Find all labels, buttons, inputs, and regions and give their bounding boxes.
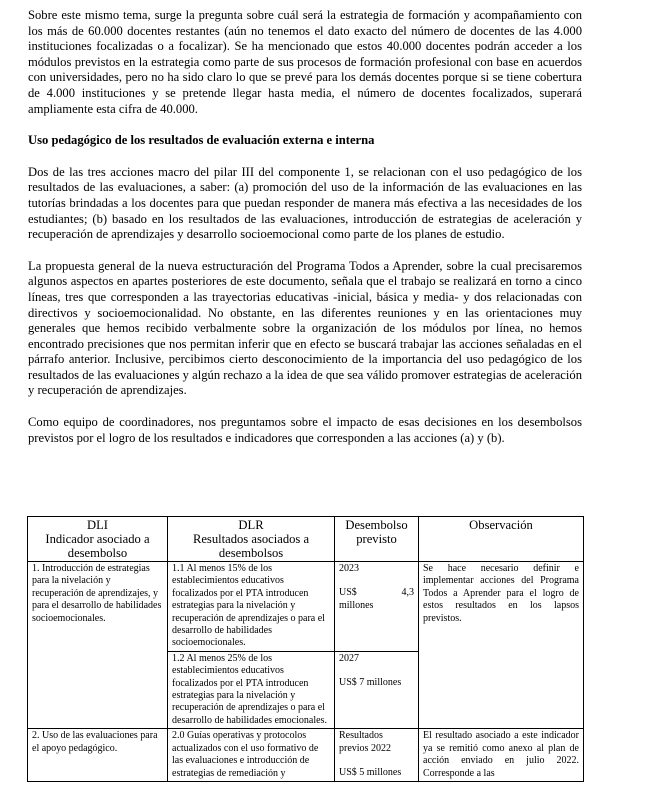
paragraph-formacion-docentes: Sobre este mismo tema, surge la pregunta sobre cuál será la estrategia de formación y acompañamiento con los más de 60.000 docentes restantes (aún no tenemos el dato exacto del número de docentes de las 4.000 instituciones focalizadas o a focalizar). Se ha mencionado que estos 40.000 docentes podrán acceder a los módulos previstos en la estrategia como parte de sus procesos de formación profesional con base en acuerdos con universidades, pero no ha sido claro lo que se prevé para los demás docentes porque si se tiene cobertura de 4.000 instituciones y se pretende llegar hasta media, el número de docentes focalizados, superará ampliamente esta cifra de 40.000.: [28, 8, 582, 116]
cell-dlr-2: 2.0 Guías operativas y protocolos actualizados con el uso formativo de las evaluaciones e introducción de estrategias de remediación y: [168, 729, 335, 782]
cell-dli-1: 1. Introducción de estrategias para la nivelación y recuperación de aprendizajes, y para el desarrollo de habilidades socioemocionales.: [28, 562, 168, 729]
disbursement-table: [27, 516, 584, 782]
cell-desembolso-1-2: [335, 651, 419, 728]
amount-row: [339, 587, 414, 599]
table-row: [28, 729, 584, 782]
disbursement-table-wrap: [27, 516, 583, 782]
desembolso-label: Resultados previos 2022: [339, 730, 391, 754]
header-dli: DLI Indicador asociado a desembolso: [28, 517, 168, 562]
document-body: [28, 8, 582, 446]
amount-label: US$ 5 millones: [339, 767, 402, 779]
currency-label: US$: [339, 587, 357, 599]
year-label: 2023: [339, 563, 359, 574]
amount-value: 4,3: [401, 587, 414, 599]
cell-desembolso-2: [335, 729, 419, 782]
cell-observacion-1: Se hace necesario definir e implementar acciones del Programa Todos a Aprender para el logro de estos resultados en los lapsos previstos.: [419, 562, 584, 729]
table-header-row: [28, 517, 584, 562]
paragraph-acciones-macro: Dos de las tres acciones macro del pilar III del componente 1, se relacionan con el uso pedagógico de los resultados de las evaluaciones, a saber: (a) promoción del uso de la información de las evaluaciones en las tutorías brindadas a los docentes para que puedan responder de manera más efectiva a las necesidades de los estudiantes; (b) basado en los resultados de las evaluaciones, introducción de estrategias de aceleración y recuperación de aprendizajes y desarrollo socioemocional como parte de los planes de estudio.: [28, 164, 582, 242]
cell-dlr-1-1: 1.1 Al menos 15% de los establecimientos educativos focalizados por el PTA introducen estrategias para la nivelación y recuperación de aprendizajes o para el desarrollo de habilidades socioemocionales.: [168, 562, 335, 652]
table-row: [28, 562, 584, 652]
amount-label: US$ 7 millones: [339, 677, 402, 689]
cell-desembolso-1-1: [335, 562, 419, 652]
header-observacion: Observación: [419, 517, 584, 562]
paragraph-propuesta-general: La propuesta general de la nueva estructuración del Programa Todos a Aprender, sobre la cual precisaremos algunos aspectos en apartes posteriores de este documento, señala que el trabajo se realizará en torno a cinco líneas, tres que corresponden a las trayectorias educativas -inicial, básica y media- y dos relacionadas con directivos y socioemocionalidad. No obstante, en las diferentes reuniones y en las orientaciones muy generales que hemos recibido verbalmente sobre la organización de los módulos por línea, no hemos encontrado precisiones que nos permitan inferir que en efecto se buscará trabajar las acciones señaladas en el párrafo anterior. Inclusive, percibimos cierto desconocimiento de la importancia del uso pedagógico de los resultados de las evaluaciones y algún rechazo a la idea de que sea válido promover estrategias de aceleración y recuperación de aprendizajes.: [28, 258, 582, 398]
year-label: 2027: [339, 652, 359, 664]
amount-unit: millones: [339, 599, 374, 611]
section-heading: Uso pedagógico de los resultados de evaluación externa e interna: [28, 133, 375, 148]
cell-observacion-2: El resultado asociado a este indicador ya se remitió como anexo al plan de acción enviado en julio 2022. Corresponde a las: [419, 729, 584, 782]
paragraph-equipo-coordinadores: Como equipo de coordinadores, nos preguntamos sobre el impacto de esas decisiones en los desembolsos previstos por el logro de los resultados e indicadores que corresponden a las acciones (a) y (b).: [28, 415, 582, 445]
cell-dlr-1-2: 1.2 Al menos 25% de los establecimientos educativos focalizados por el PTA introducen estrategias para la nivelación y recuperación de aprendizajes o para el desarrollo de habilidades emocionales.: [168, 651, 335, 728]
cell-dli-2: 2. Uso de las evaluaciones para el apoyo pedagógico.: [28, 729, 168, 782]
header-dlr: DLR Resultados asociados a desembolsos: [168, 517, 335, 562]
header-desembolso: Desembolso previsto: [335, 517, 419, 562]
